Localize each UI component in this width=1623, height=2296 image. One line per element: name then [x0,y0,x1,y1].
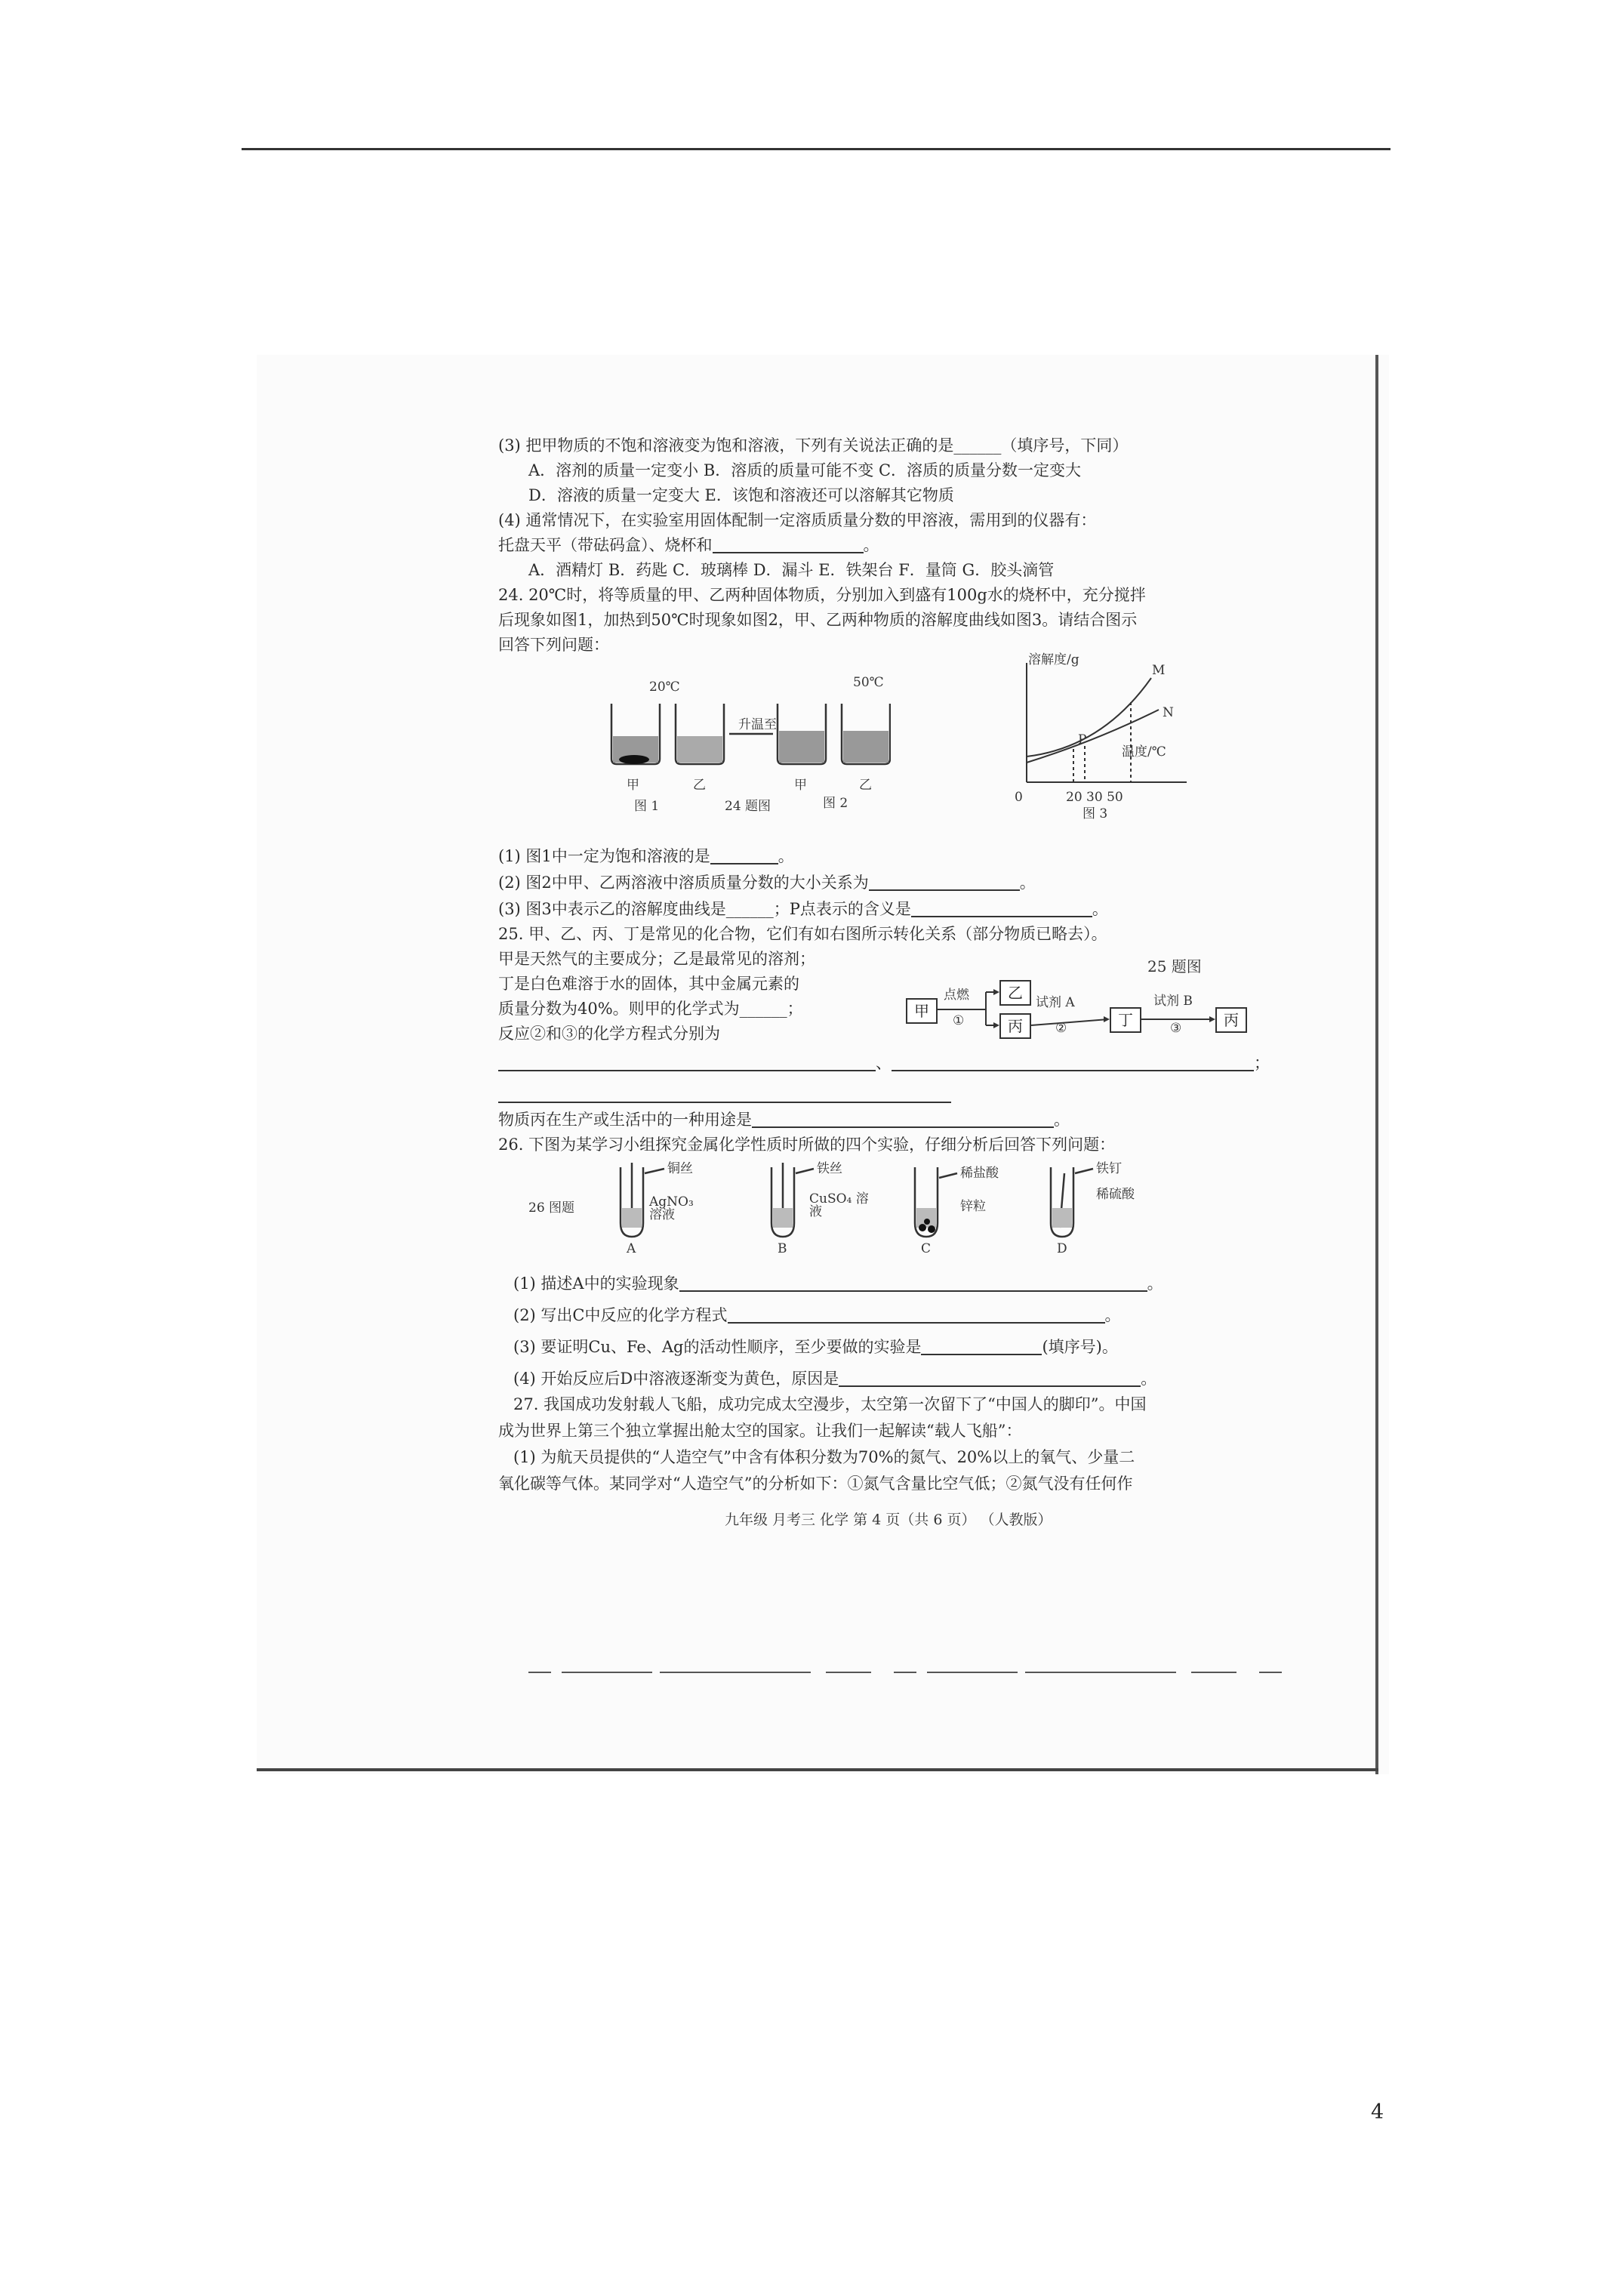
q24-sub1: (1) 图1中一定为饱和溶液的是 。 [498,847,794,865]
q27-stem-3: (1) 为航天员提供的“人造空气”中含有体积分数为70%的氮气、20%以上的氧气、少量二 [513,1448,1135,1466]
label-yi: 乙 [693,778,706,793]
q23-part4-line2: 托盘天平（带砝码盒）、烧杯和 。 [498,536,879,554]
reagent-a: 试剂 A [1036,995,1075,1010]
q26-sub4: (4) 开始反应后D中溶液逐渐变为黄色，原因是 。 [513,1370,1157,1388]
curve-n-label: N [1163,705,1174,720]
scan-edge [1375,355,1378,1774]
fig-title: 24 题图 [725,799,771,814]
curve-m-label: M [1152,663,1166,678]
answer-blank [752,1113,1054,1128]
q27-stem-2: 成为世界上第三个独立掌握出舱太空的国家。让我们一起解读“载人飞船”： [498,1422,1022,1440]
q26-sub1: (1) 描述A中的实验现象 。 [513,1274,1163,1293]
y-axis-label: 溶解度/g [1028,652,1079,667]
q26-sub1-text: (1) 描述A中的实验现象 [513,1274,679,1293]
step-1: ① [953,1013,965,1028]
q25-diagram-title: 25 题图 [1147,957,1202,975]
q24-stem-2: 后现象如图1，加热到50℃时现象如图2，甲、乙两种物质的溶解度曲线如图3。请结合图示 [498,611,1138,629]
q27-stem-4: 氧化碳等气体。某同学对“人造空气”的分析如下：①氮气含量比空气低；②氮气没有任何作 [498,1475,1133,1493]
answer-blank [713,538,864,553]
node-jia: 甲 [906,998,938,1024]
node-bing: 丙 [999,1013,1031,1039]
tube-a-bottom-label: AgNO₃ 溶液 [649,1194,694,1222]
tube-c-bottom-label: 锌粒 [960,1199,986,1214]
answer-blank [892,1056,1254,1071]
q25-equation-blanks: 、 ； [498,1056,1270,1071]
answer-blank [728,1308,1105,1324]
label-jia: 甲 [794,778,807,793]
point-p-label: P [1078,732,1087,747]
q26-sub2: (2) 写出C中反应的化学方程式 。 [513,1306,1121,1324]
answer-blank [921,1340,1042,1355]
q23-part3-options-b: D．溶液的质量一定变大 E．该饱和溶液还可以溶解其它物质 [528,486,954,504]
q25-stem-1: 25. 甲、乙、丙、丁是常见的化合物，它们有如右图所示转化关系（部分物质已略去）。 [498,925,1107,943]
q25-stem-4: 质量分数为40%。则甲的化学式为______； [498,1000,803,1018]
x-axis-label: 温度/℃ [1122,744,1166,760]
tube-a-label: A [627,1241,636,1256]
node-yi: 乙 [999,980,1031,1006]
tube-b-label: B [778,1241,787,1256]
q24-sub2-text: (2) 图2中甲、乙两溶液中溶质质量分数的大小关系为 [498,874,869,892]
q26-sub4-text: (4) 开始反应后D中溶液逐渐变为黄色，原因是 [513,1370,839,1388]
answer-blank [869,876,1020,891]
q24-sub3: (3) 图3中表示乙的溶解度曲线是______；P点表示的含义是 。 [498,900,1108,918]
answer-blank [498,1056,876,1071]
fig3-caption: 图 3 [1083,806,1108,821]
q24-sub2: (2) 图2中甲、乙两溶液中溶质质量分数的大小关系为 。 [498,874,1036,892]
q24-sub1-text: (1) 图1中一定为饱和溶液的是 [498,847,710,865]
tube-b-bottom-label: CuSO₄ 溶液 [809,1191,869,1219]
q23-part4-options: A．酒精灯 B．药匙 C．玻璃棒 D．漏斗 E．铁架台 F．量筒 G．胶头滴管 [528,561,1055,579]
q25-stem-2: 甲是天然气的主要成分；乙是最常见的溶剂； [498,950,815,968]
answer-blank [679,1277,1147,1292]
page-number: 4 [1371,2100,1384,2124]
top-rule [242,148,1390,150]
q25-stem-5: 反应②和③的化学方程式分别为 [498,1025,720,1043]
q26-figure-label: 26 图题 [528,1200,575,1216]
q26-sub3-tail: (填序号)。 [1042,1338,1118,1356]
x-tick-labels: 20 30 50 [1066,790,1123,805]
q23-part3: (3) 把甲物质的不饱和溶液变为饱和溶液，下列有关说法正确的是______（填序号，下同） [498,436,1129,455]
q25-equation-blank-2 [498,1087,951,1103]
tube-d-bottom-label: 稀硫酸 [1096,1187,1135,1202]
q24-sub3-text: (3) 图3中表示乙的溶解度曲线是______；P点表示的含义是 [498,900,911,918]
fig1-caption: 图 1 [634,799,660,814]
label-yi: 乙 [859,778,872,793]
tube-d-label: D [1057,1241,1067,1256]
q26-sub3 [513,1339,1118,1355]
q24-stem-3: 回答下列问题： [498,636,609,654]
q23-part4: (4) 通常情况下，在实验室用固体配制一定溶质质量分数的甲溶液，需用到的仪器有： [498,511,1097,529]
beaker-figure [604,695,891,778]
scan-edge [257,1768,1378,1771]
q26-sub3-text: (3) 要证明Cu、Fe、Ag的活动性顺序，至少要做的实验是 [513,1338,922,1356]
exam-footer: 九年级 月考三 化学 第 4 页（共 6 页） （人教版） [725,1512,1052,1528]
q25-stem-6: 物质丙在生产或生活中的一种用途是 。 [498,1111,1070,1129]
arrow-label: 升温至 [738,717,777,732]
answer-blank [498,1088,951,1103]
q25-stem-3: 丁是白色难溶于水的固体，其中金属元素的 [498,975,799,993]
fig2-caption: 图 2 [823,796,848,811]
step-3: ③ [1170,1021,1182,1036]
temp-label-20: 20℃ [649,680,680,695]
step-2: ② [1055,1021,1067,1036]
answer-blank [710,849,778,864]
q23-part4-text: 托盘天平（带砝码盒）、烧杯和 [498,536,713,554]
q23-part3-options-a: A．溶剂的质量一定变小 B．溶质的质量可能不变 C．溶质的质量分数一定变大 [528,461,1082,479]
temp-label-50: 50℃ [853,675,884,690]
tube-b-top-label: 铁丝 [817,1161,842,1176]
tube-c-label: C [921,1241,932,1256]
reagent-b: 试剂 B [1153,994,1193,1009]
origin-label: 0 [1015,790,1023,805]
q27-stem-1: 27. 我国成功发射载人飞船，成功完成太空漫步，太空第一次留下了“中国人的脚印”。中国 [513,1395,1147,1413]
tube-d-top-label: 铁钉 [1096,1161,1122,1176]
scan-noise-line [528,1672,1283,1674]
node-ding: 丁 [1110,1007,1141,1033]
tube-c-top-label: 稀盐酸 [960,1166,999,1181]
reaction-condition-ignite: 点燃 [944,988,969,1003]
solubility-chart [1012,657,1193,793]
q24-stem-1: 24. 20℃时，将等质量的甲、乙两种固体物质，分别加入到盛有100g水的烧杯中，充分搅拌 [498,586,1146,604]
answer-blank [839,1372,1141,1387]
q26-sub2-text: (2) 写出C中反应的化学方程式 [513,1306,728,1324]
q25-use-text: 物质丙在生产或生活中的一种用途是 [498,1111,752,1129]
q26-stem: 26. 下图为某学习小组探究金属化学性质时所做的四个实验，仔细分析后回答下列问题： [498,1136,1116,1154]
answer-blank [911,902,1092,917]
node-bing: 丙 [1215,1007,1247,1033]
tube-a-top-label: 铜丝 [667,1161,693,1176]
label-jia: 甲 [627,778,639,793]
